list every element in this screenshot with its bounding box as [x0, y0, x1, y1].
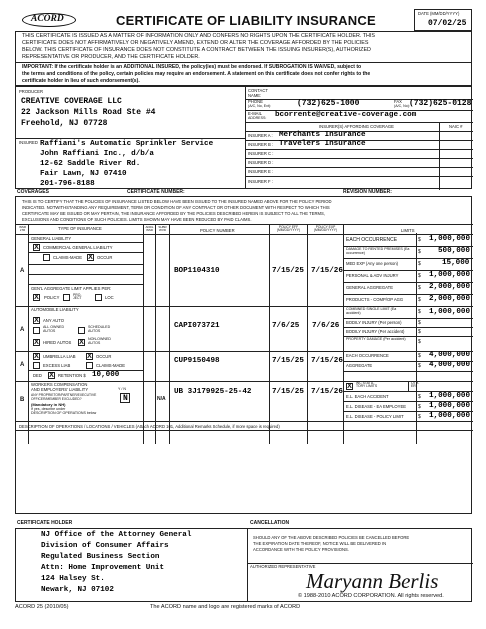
policy-number-header: POLICY NUMBER	[200, 228, 235, 233]
auto-limit-label: BODILY INJURY (Per person)	[346, 320, 402, 325]
fax-label: FAX	[394, 99, 402, 104]
auto-title: AUTOMOBILE LIABILITY	[31, 307, 79, 312]
wc-limit-value: 1,000,000	[429, 412, 471, 420]
gl-loc-checkbox[interactable]	[95, 294, 102, 301]
limits-header: LIMITS	[401, 228, 415, 233]
wc-limit-label: E.L. EACH ACCIDENT	[346, 394, 389, 399]
insured-address: 12-62 Saddle River Rd.	[40, 160, 141, 168]
retention-label: RETENTION $	[58, 373, 86, 378]
auto-non-owned-label: NON-OWNED AUTOS	[88, 337, 111, 345]
gl-limit-label: DAMAGE TO RENTED PREMISES (Ea occurrence)	[346, 247, 410, 255]
umbrella-occur-label: OCCUR	[96, 354, 112, 359]
important-line: the terms and conditions of the policy, certain policies may require an endorsement. A statement on this certificate does not confer rights to the	[22, 71, 371, 77]
insurer-f-label: INSURER F :	[248, 179, 273, 184]
description-label: DESCRIPTION OF OPERATIONS / LOCATIONS / VEHICLES (Attach ACORD 101, Additional Remarks Schedule, if more space is required)	[19, 424, 280, 429]
coverage-text: THIS IS TO CERTIFY THAT THE POLICIES OF INSURANCE LISTED BELOW HAVE BEEN ISSUED TO THE INSURED NAMED ABOVE FOR THE POLICY PERIOD	[22, 199, 332, 204]
cancellation-text: ACCORDANCE WITH THE POLICY PROVISIONS.	[253, 547, 349, 552]
wc-yn-label: Y / N	[118, 387, 126, 391]
insurers-header: INSURER(S) AFFORDING COVERAGE	[319, 124, 394, 129]
wc-na: N/A	[157, 396, 166, 402]
wc-limit-value: 1,000,000	[429, 402, 471, 410]
insured-name: Raffiani's Automatic Sprinkler Service	[40, 140, 214, 148]
holder-line: Newark, NJ 07102	[41, 586, 114, 594]
dollar-sign: $	[418, 249, 421, 255]
auto-all-owned-label: ALL OWNED AUTOS	[43, 325, 65, 333]
wc-eff-date: 7/15/25	[272, 388, 304, 396]
dollar-sign: $	[418, 363, 421, 369]
gl-limit-label: GENERAL AGGREGATE	[346, 285, 394, 290]
page-title: CERTIFICATE OF LIABILITY INSURANCE	[116, 13, 376, 28]
gl-aggregate-label: GEN'L AGGREGATE LIMIT APPLIES PER:	[31, 286, 112, 291]
producer-name: CREATIVE COVERAGE LLC	[21, 97, 122, 106]
gl-limit-label: PERSONAL & ADV INJURY	[346, 273, 399, 278]
holder-line: Regulated Business Section	[41, 553, 160, 561]
gl-project-checkbox[interactable]	[63, 294, 70, 301]
gl-limit-label: EACH OCCURRENCE	[346, 237, 398, 243]
insurer-c-label: INSURER C :	[248, 151, 274, 156]
dollar-sign: $	[418, 309, 421, 315]
wc-question: OFFICER/MEMBER EXCLUDED?	[31, 397, 82, 401]
cancellation-text: THE EXPIRATION DATE THEREOF, NOTICE WILL BE DELIVERED IN	[253, 541, 387, 546]
insurer-a-label: INSURER A :	[248, 133, 273, 138]
dollar-sign: $	[418, 404, 421, 410]
umbrella-eff-date: 7/15/25	[272, 357, 304, 365]
insurer-d-label: INSURER D :	[248, 160, 274, 165]
cancellation-text: SHOULD ANY OF THE ABOVE DESCRIBED POLICIES BE CANCELLED BEFORE	[253, 535, 410, 540]
gl-loc-label: LOC	[105, 295, 114, 300]
important-line: certificate holder in lieu of such endorsement(s).	[22, 78, 140, 84]
producer-insurer-block	[15, 86, 472, 189]
notice-line: CERTIFICATE DOES NOT AFFIRMATIVELY OR NEGATIVELY AMEND, EXTEND OR ALTER THE COVERAGE AFFORDED BY THE POLICIES	[22, 40, 369, 46]
umbrella-claims-made-checkbox[interactable]	[86, 362, 93, 369]
auto-exp-date: 7/6/26	[312, 322, 340, 330]
auto-limit-value: 1,000,000	[429, 308, 471, 316]
trademark-text: The ACORD name and logo are registered marks of ACORD	[150, 604, 301, 610]
umbrella-claims-made-label: CLAIMS-MADE	[96, 363, 126, 368]
wc-title: WORKERS COMPENSATION	[31, 382, 88, 387]
producer-address: 22 Jackson Mills Road Ste #4	[21, 108, 156, 117]
authorized-rep-label: AUTHORIZED REPRESENTATIVE	[250, 564, 316, 569]
exp-header: POLICY EXP (MM/DD/YYYY)	[313, 225, 338, 233]
gl-limit-label: PRODUCTS - COMP/OP AGG	[346, 297, 404, 302]
gl-occur-checkbox[interactable]: X	[88, 254, 93, 261]
date-label: DATE (MM/DD/YYYY)	[418, 11, 460, 16]
gl-limit-value: 2,000,000	[429, 283, 471, 291]
cert-number-label: CERTIFICATE NUMBER:	[127, 189, 185, 195]
gl-limit-value: 2,000,000	[429, 295, 471, 303]
notice-box	[15, 31, 472, 86]
contact-block	[245, 87, 473, 190]
umbrella-limit-value: 4,000,000	[429, 361, 471, 369]
auto-policy-number: CAPI073721	[174, 322, 220, 330]
wc-statutory-label: WC STATU- TORY LIMITS	[356, 381, 378, 389]
auto-hired-label: HIRED AUTOS	[43, 340, 72, 345]
fax-sub-label: (A/C, No):	[394, 104, 410, 108]
coverage-table	[16, 224, 473, 444]
retention-checkbox[interactable]: X	[49, 372, 54, 379]
producer-city: Freehold, NJ 07728	[21, 119, 108, 128]
gl-eff-date: 7/15/25	[272, 267, 304, 275]
phone-sub-label: (A/C, No, Ext):	[248, 104, 272, 108]
umbrella-exp-date: 7/15/26	[311, 357, 343, 365]
form-number: ACORD 25 (2010/05)	[15, 604, 69, 610]
holder-line: Division of Consumer Affairs	[41, 542, 169, 550]
gl-title: GENERAL LIABILITY	[31, 236, 72, 241]
gl-policy-label: POLICY	[44, 295, 60, 300]
coverage-text: CERTIFICATE MAY BE ISSUED OR MAY PERTAIN, THE INSURANCE AFFORDED BY THE POLICIES DESCRIBED HEREIN IS SUBJECT TO ALL THE TERMS,	[22, 211, 325, 216]
insurer-b-name: Travelers Insurance	[279, 140, 366, 148]
retention-value: 10,000	[92, 371, 120, 379]
holder-line: 124 Halsey St.	[41, 575, 105, 583]
copyright-text: © 1988-2010 ACORD CORPORATION. All rights reserved.	[298, 593, 444, 599]
holder-label: CERTIFICATE HOLDER	[17, 520, 73, 526]
email-value[interactable]: bcorrente@creative-coverage.com	[275, 111, 417, 119]
gl-commercial-checkbox[interactable]: X	[34, 244, 39, 251]
wc-limit-value: 1,000,000	[429, 392, 471, 400]
dollar-sign: $	[418, 414, 421, 420]
holder-header	[15, 520, 472, 528]
excess-checkbox[interactable]	[33, 362, 40, 369]
dollar-sign: $	[418, 261, 421, 267]
gl-policy-number: BOP1104310	[174, 267, 220, 275]
auto-scheduled-label: SCHEDULED AUTOS	[88, 325, 111, 333]
wc-title-2: AND EMPLOYERS' LIABILITY	[31, 387, 89, 392]
gl-insurer-letter: A	[20, 268, 25, 274]
eff-header: POLICY EFF (MM/DD/YYYY)	[276, 225, 301, 233]
notice-line: BELOW. THIS CERTIFICATE OF INSURANCE DOES NOT CONSTITUTE A CONTRACT BETWEEN THE ISSUING INSURER(S), AUTHORIZED	[22, 47, 371, 53]
contact-name-label: NAME:	[248, 93, 262, 98]
dollar-sign: $	[418, 273, 421, 279]
email-label: E-MAIL	[248, 111, 262, 116]
insured-label: INSURED	[19, 140, 38, 145]
insurer-b-label: INSURER B :	[248, 142, 274, 147]
producer-label: PRODUCER	[19, 89, 43, 94]
auto-insurer-letter: A	[20, 327, 25, 333]
umbrella-label: UMBRELLA LIAB	[43, 354, 76, 359]
wc-policy-number: UB 3J179925-25-42	[174, 388, 252, 396]
insr-ltr-header: INSR LTR	[18, 225, 27, 232]
wc-limit-label: E.L. DISEASE - POLICY LIMIT	[346, 414, 404, 419]
coverages-header	[15, 189, 472, 196]
umbrella-checkbox[interactable]: X	[34, 353, 39, 360]
gl-limit-value: 15,000	[442, 259, 470, 267]
auto-limit-label: PROPERTY DAMAGE (Per accident)	[346, 337, 406, 341]
dollar-sign: $	[418, 339, 421, 345]
umbrella-limit-label: AGGREGATE	[346, 363, 373, 368]
email-sub-label: ADDRESS:	[248, 116, 267, 120]
auto-limit-label: BODILY INJURY (Per accident)	[346, 329, 405, 334]
gl-limit-label: MED EXP (Any one person)	[346, 261, 399, 266]
dollar-sign: $	[418, 329, 421, 335]
dollar-sign: $	[418, 394, 421, 400]
gl-limit-value: 500,000	[438, 247, 470, 255]
wc-insurer-letter: B	[20, 397, 25, 403]
dollar-sign: $	[418, 237, 421, 243]
logo-text: ACORD	[31, 14, 64, 24]
insured-phone: 201-796-8188	[40, 180, 95, 188]
auto-eff-date: 7/6/25	[272, 322, 300, 330]
gl-limit-value: 1,000,000	[429, 271, 471, 279]
auto-non-owned-checkbox[interactable]: X	[79, 339, 84, 346]
auto-hired-checkbox[interactable]: X	[34, 339, 39, 346]
notice-line: REPRESENTATIVE OR PRODUCER, AND THE CERTIFICATE HOLDER.	[22, 54, 200, 60]
coverages-box	[15, 196, 472, 514]
auto-limit-label: COMBINED SINGLE LIMIT (Ea accident)	[346, 307, 397, 315]
wc-question: If yes, describe under	[31, 407, 66, 411]
gl-exp-date: 7/15/26	[311, 267, 343, 275]
auto-any-auto-checkbox[interactable]: X	[34, 317, 39, 324]
gl-claims-made-checkbox[interactable]	[43, 254, 50, 261]
gl-commercial-label: COMMERCIAL GENERAL LIABILITY	[43, 245, 113, 250]
insured-city: Fair Lawn, NJ 07410	[40, 170, 127, 178]
umbrella-policy-number: CUP9150498	[174, 357, 220, 365]
revision-label: REVISION NUMBER:	[343, 189, 392, 195]
date-box	[414, 9, 472, 31]
coverage-text: INDICATED. NOTWITHSTANDING ANY REQUIREMENT, TERM OR CONDITION OF ANY CONTRACT OR OTHER DOCUMENT WITH RESPECT TO WHICH THIS	[22, 205, 330, 210]
important-line: IMPORTANT: If the certificate holder is an ADDITIONAL INSURED, the policy(ies) must be endorsed. If SUBROGATION IS WAIVED, subject to	[22, 64, 362, 70]
umbrella-limit-value: 4,000,000	[429, 351, 471, 359]
excess-label: EXCESS LIAB	[43, 363, 71, 368]
wc-exp-date: 7/15/26	[311, 388, 343, 396]
auto-any-auto-label: ANY AUTO	[43, 318, 65, 323]
acord-logo	[22, 12, 76, 28]
wc-statutory-checkbox[interactable]: X	[347, 383, 352, 390]
phone-label: PHONE	[248, 99, 263, 104]
insurer-e-label: INSURER E :	[248, 169, 274, 174]
dollar-sign: $	[418, 285, 421, 291]
wc-question: DESCRIPTION OF OPERATIONS below	[31, 411, 97, 415]
auto-all-owned-checkbox[interactable]	[33, 327, 40, 334]
fax-value: (732)625-0128	[409, 99, 472, 108]
holder-cancellation-box	[15, 528, 472, 602]
wc-excluded-answer: N	[123, 394, 128, 403]
gl-policy-checkbox[interactable]: X	[34, 294, 39, 301]
wc-other-label: OTH- ER	[411, 381, 420, 389]
gl-limit-value: 1,000,000	[429, 235, 471, 243]
addl-header: ADDL INSD	[145, 225, 154, 232]
coverages-label: COVERAGES	[17, 189, 49, 195]
date-value: 07/02/25	[428, 19, 467, 28]
type-header: TYPE OF INSURANCE	[58, 226, 102, 231]
contact-label: CONTACT	[248, 88, 268, 93]
umbrella-insurer-letter: A	[20, 362, 25, 368]
subr-header: SUBR WVD	[158, 225, 167, 232]
holder-line: NJ Office of the Attorney General	[41, 531, 192, 539]
insured-dba: John Raffiani Inc., d/b/a	[40, 150, 154, 158]
phone-value: (732)625-1000	[297, 99, 360, 108]
holder-line: Attn: Home Improvement Unit	[41, 564, 165, 572]
wc-limit-label: E.L. DISEASE - EA EMPLOYEE	[346, 404, 407, 409]
umbrella-limit-label: EACH OCCURRENCE	[346, 353, 389, 358]
notice-line: THIS CERTIFICATE IS ISSUED AS A MATTER OF INFORMATION ONLY AND CONFERS NO RIGHTS UPON THE CERTIFICATE HOLDER. THIS	[22, 33, 376, 39]
gl-claims-made-label: CLAIMS-MADE	[53, 255, 83, 260]
dollar-sign: $	[418, 297, 421, 303]
gl-occur-label: OCCUR	[97, 255, 113, 260]
wc-question: ANY PROPRIETOR/PARTNER/EXECUTIVE	[31, 393, 97, 397]
dollar-sign: $	[418, 353, 421, 359]
dollar-sign: $	[418, 320, 421, 326]
coverage-text: EXCLUSIONS AND CONDITIONS OF SUCH POLICIES. LIMITS SHOWN MAY HAVE BEEN REDUCED BY PAID CLAIMS.	[22, 217, 252, 222]
insurer-a-name: Merchants Insurance	[279, 131, 366, 139]
umbrella-occur-checkbox[interactable]: X	[87, 353, 92, 360]
signature: Maryann Berlis	[306, 569, 439, 593]
wc-question: (Mandatory in NH)	[31, 402, 66, 407]
gl-project-label: PRO-JECT	[73, 293, 82, 301]
wc-excluded-answer-box[interactable]	[120, 393, 130, 403]
ded-label: DED	[33, 373, 42, 378]
auto-scheduled-checkbox[interactable]	[78, 327, 85, 334]
naic-label: NAIC #	[449, 124, 463, 129]
cancellation-label: CANCELLATION	[250, 520, 290, 526]
